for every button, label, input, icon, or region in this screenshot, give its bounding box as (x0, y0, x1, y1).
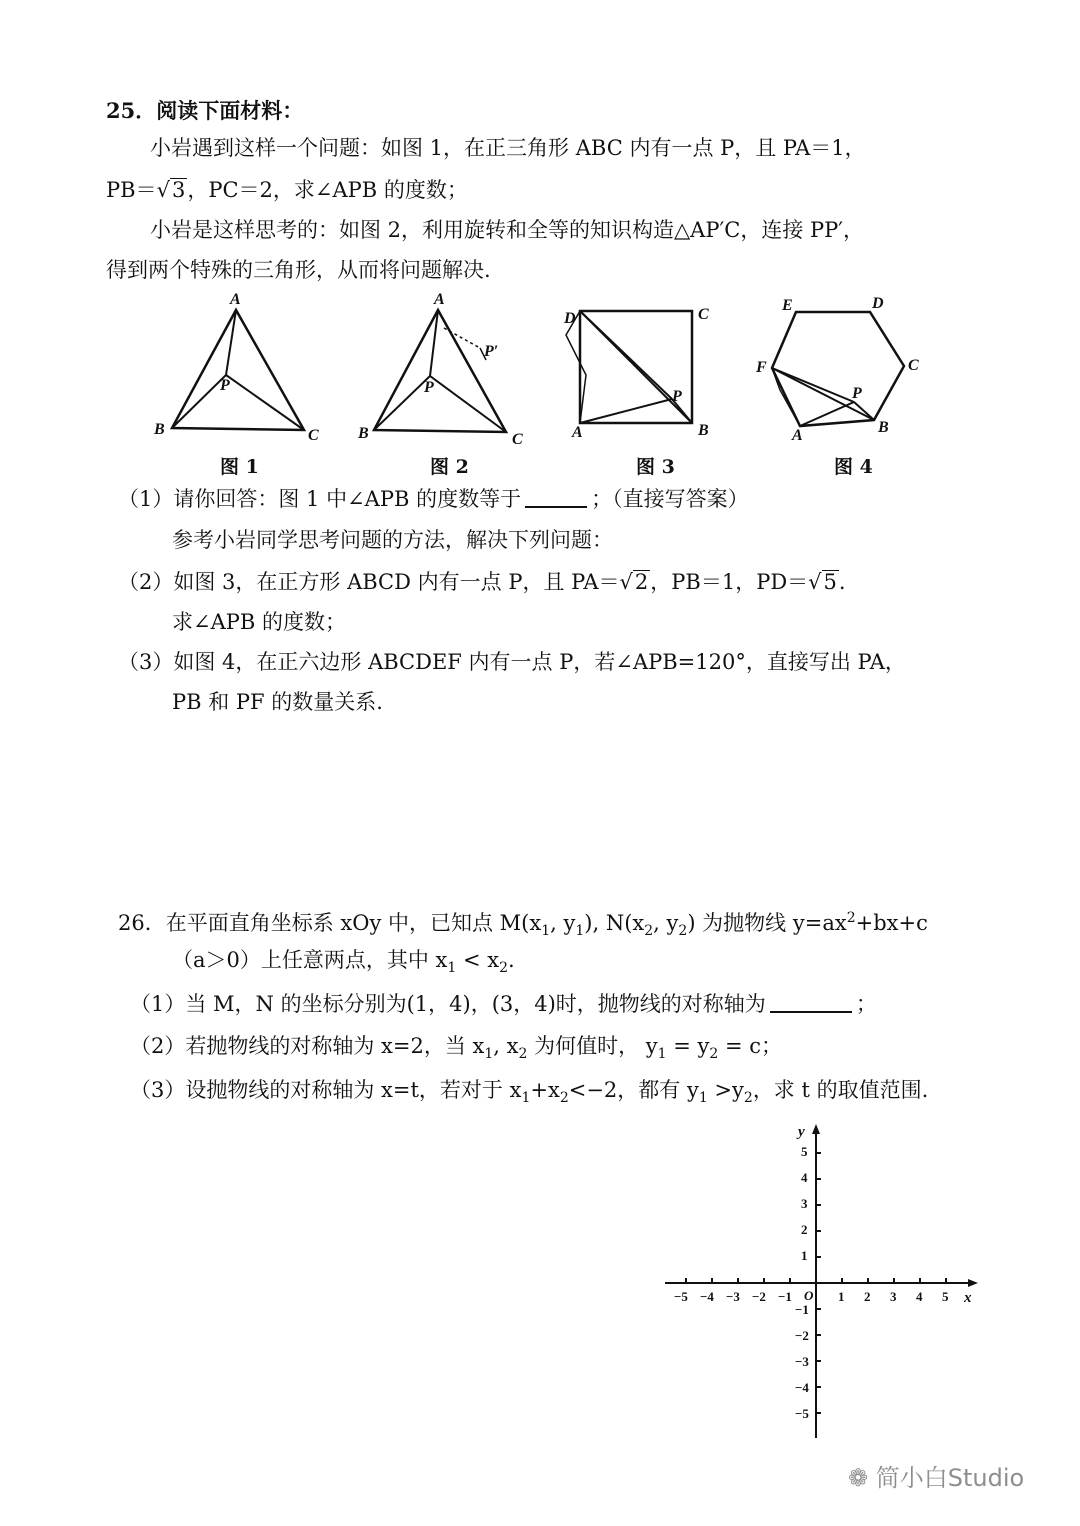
q25-part2-text: （2）如图 3，在正方形 ABCD 内有一点 P，且 PA＝ (118, 570, 620, 594)
x-tick-label-neg2: −2 (752, 1289, 766, 1304)
q26-l1-s4: 2 (678, 923, 688, 940)
q25-part3: （3）如图 4，在正六边形 ABCDEF 内有一点 P，若∠APB=120°，直接写出 PA， (118, 650, 906, 674)
x-tick-label-3: 3 (890, 1289, 897, 1304)
q25-sqrt2: 2 (634, 570, 649, 594)
figure-3 (552, 295, 722, 445)
q25-part2-period: . (838, 570, 846, 594)
coordinate-plane (660, 1120, 985, 1445)
q26-p3-b: +x (530, 1078, 560, 1102)
q26-l1-a: 26．在平面直角坐标系 xOy 中，已知点 M(x (118, 911, 542, 935)
y-tick-label-3: 3 (801, 1196, 808, 1211)
y-tick-label-1: 1 (801, 1248, 808, 1263)
q26-l2-a: （a＞0）上任意两点，其中 x (172, 948, 448, 972)
fig1-caption: 图 1 (220, 456, 259, 478)
q26-p2-a: （2）若抛物线的对称轴为 x=2，当 x (130, 1034, 485, 1058)
q25-part1-answer-blank[interactable] (525, 486, 587, 508)
q26-p2-s4: 2 (709, 1046, 719, 1063)
q26-p2-s1: 1 (484, 1046, 494, 1063)
q26-part1-answer-blank[interactable] (770, 991, 852, 1013)
q26-p2-e: = c； (718, 1034, 782, 1058)
q25-pc-text: ，PC＝2，求∠APB 的度数； (187, 178, 468, 202)
fig4-label-a: A (792, 427, 803, 444)
q26-part1-end: ； (855, 992, 877, 1016)
fig2-pb (374, 376, 430, 430)
y-axis-arrow (812, 1124, 820, 1134)
fig1-pc (226, 375, 304, 430)
x-tick-label-4: 4 (916, 1289, 923, 1304)
q26-l2-s1: 1 (447, 960, 457, 977)
q26-p2-s3: 1 (657, 1046, 667, 1063)
x-tick-label-1: 1 (838, 1289, 845, 1304)
wechat-icon: ❁ (848, 1464, 876, 1492)
q26-p3-s1: 1 (521, 1090, 531, 1107)
y-tick-label-5: 5 (801, 1144, 808, 1159)
y-axis-label: y (798, 1124, 805, 1140)
q26-l1-sup: 2 (846, 910, 856, 926)
q26-p3-e: ，求 t 的取值范围. (752, 1078, 929, 1102)
q25-intro-line4: 得到两个特殊的三角形，从而将问题解决. (106, 258, 491, 282)
x-tick-label-2: 2 (864, 1289, 871, 1304)
fig2-label-pprime: P′ (484, 343, 499, 360)
fig4-label-p: P (852, 385, 862, 402)
q26-part2 (130, 1032, 782, 1068)
q26-p3-s3: 1 (698, 1090, 708, 1107)
q26-p3-c: <−2，都有 y (568, 1078, 699, 1102)
q25-pb-eq: PB＝ (106, 178, 157, 202)
q25-sqrt3: 3 (171, 178, 186, 202)
q26-p2-c: 为何值时， y (527, 1034, 658, 1058)
q26-p2-s2: 2 (518, 1046, 528, 1063)
fig3-label-p: P (672, 388, 682, 405)
q26-line1 (118, 904, 928, 945)
x-tick-label-neg5: −5 (674, 1289, 688, 1304)
q26-line2 (172, 946, 515, 982)
x-tick-label-neg1: −1 (778, 1289, 792, 1304)
fig4-label-b: B (878, 419, 889, 436)
q26-p2-d: = y (666, 1034, 710, 1058)
fig3-pa (580, 399, 672, 423)
fig4-caption: 图 4 (834, 456, 873, 478)
q26-l1-s1: 1 (541, 923, 551, 940)
q26-p3-a: （3）设抛物线的对称轴为 x=t，若对于 x (130, 1078, 522, 1102)
q26-l1-d: , y (653, 911, 679, 935)
fig1-label-p: P (220, 377, 230, 394)
q25-part1 (118, 485, 749, 513)
fig1-label-c: C (308, 427, 319, 444)
q25-part1-note: ；（直接写答案） (591, 487, 749, 511)
x-axis-arrow (968, 1279, 978, 1287)
y-tick-label-neg5: −5 (795, 1406, 809, 1421)
y-tick-label-neg3: −3 (795, 1354, 809, 1369)
x-axis-label: x (964, 1290, 972, 1306)
q25-part3-cont: PB 和 PF 的数量关系. (172, 690, 383, 714)
x-tick-label-neg3: −3 (726, 1289, 740, 1304)
fig3-pd (580, 311, 672, 399)
y-tick-label-neg1: −1 (795, 1302, 809, 1317)
y-tick-label-2: 2 (801, 1222, 808, 1237)
fig2-caption: 图 2 (430, 456, 469, 478)
q25-method-hint: 参考小岩同学思考问题的方法，解决下列问题： (172, 528, 613, 552)
q26-l1-c: ), N(x (584, 911, 645, 935)
fig4-label-f: F (756, 359, 767, 376)
watermark-text: 简小白Studio (875, 1464, 1025, 1492)
x-tick-label-5: 5 (942, 1289, 949, 1304)
q26-l2-s2: 2 (499, 960, 509, 977)
q25-part2-pb: ，PB＝1，PD＝ (650, 570, 809, 594)
y-tick-label-neg4: −4 (795, 1380, 809, 1395)
fig2-label-c: C (512, 431, 523, 448)
fig1-label-b: B (154, 421, 165, 438)
fig3-label-b: B (698, 422, 709, 439)
q26-l1-e: ) 为抛物线 y=ax (687, 911, 847, 935)
q25-title: 25．阅读下面材料： (106, 98, 304, 123)
fig4-label-e: E (782, 297, 793, 314)
fig4-label-c: C (908, 357, 919, 374)
fig2-label-b: B (358, 425, 369, 442)
fig1-pb (172, 375, 226, 428)
y-tick-label-neg2: −2 (795, 1328, 809, 1343)
fig2-ap-prime (444, 328, 480, 348)
origin-label: O (804, 1288, 814, 1303)
fig3-label-c: C (698, 306, 709, 323)
fig3-sketch-mark (566, 311, 586, 423)
x-tick-label-neg4: −4 (700, 1289, 714, 1304)
q26-l2-b: < x (456, 948, 500, 972)
fig3-label-a: A (572, 424, 583, 441)
q25-intro-line3: 小岩是这样思考的：如图 2，利用旋转和全等的知识构造△AP′C，连接 PP′， (150, 218, 865, 242)
q26-l1-b: , y (550, 911, 576, 935)
fig4-label-d: D (872, 295, 884, 312)
q26-l2-c: . (508, 948, 515, 972)
fig3-caption: 图 3 (636, 456, 675, 478)
figure-4 (752, 290, 932, 450)
q25-part1-text: （1）请你回答：图 1 中∠APB 的度数等于 (118, 487, 522, 511)
q25-intro-line2: PB＝√3，PC＝2，求∠APB 的度数； (106, 178, 468, 202)
y-tick-label-4: 4 (801, 1170, 808, 1185)
q26-part1-text: （1）当 M，N 的坐标分别为(1，4)，(3，4)时，抛物线的对称轴为 (130, 992, 766, 1016)
q25-part2: （2）如图 3，在正方形 ABCD 内有一点 P，且 PA＝√2，PB＝1，PD＝√5. (118, 570, 846, 594)
q26-p2-b: , x (493, 1034, 519, 1058)
q26-l1-f: +bx+c (855, 911, 928, 935)
q26-l1-s2: 1 (575, 923, 585, 940)
fig2-label-p: P (424, 379, 434, 396)
fig3-label-d: D (564, 310, 576, 327)
q25-intro-line1: 小岩遇到这样一个问题：如图 1，在正三角形 ABC 内有一点 P，且 PA＝1， (150, 136, 866, 160)
q25-sqrt5: 5 (823, 570, 837, 594)
fig1-triangle (172, 310, 304, 430)
q25-part2-ask: 求∠APB 的度数； (172, 610, 346, 634)
fig1-label-a: A (230, 291, 241, 308)
q26-p3-d: >y (707, 1078, 744, 1102)
watermark (848, 1458, 1024, 1493)
q26-p3-s4: 2 (743, 1090, 753, 1107)
fig2-label-a: A (434, 291, 445, 308)
q26-part3 (130, 1076, 928, 1112)
q26-part1 (130, 990, 877, 1018)
fig2-pc (430, 376, 506, 432)
q26-l1-s3: 2 (644, 923, 654, 940)
figure-1 (150, 290, 330, 450)
fig2-triangle (374, 310, 506, 432)
figure-2 (352, 290, 542, 450)
q26-p3-s2: 2 (559, 1090, 569, 1107)
